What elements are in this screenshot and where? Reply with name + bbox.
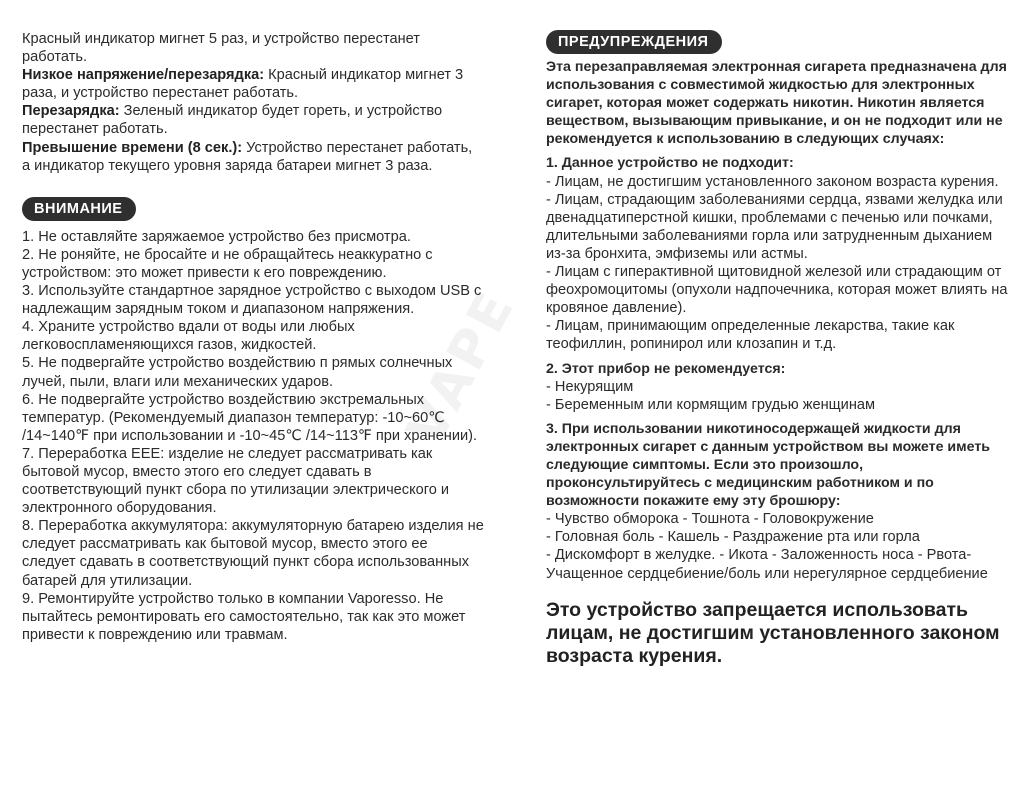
list-item: - Некурящим — [546, 378, 634, 395]
list-item: - Лицам с гиперактивной щитовидной железой или страдающим от феохромоцитомы (опухоли надпочечника, которая может влиять на кровяное давление). — [546, 264, 1008, 317]
section-title: 3. При использовании никотиносодержащей жидкости для электронных сигарет с данным устройством вы можете иметь следующие симптомы. Если это произошло, проконсультируйтесь с медицинским работником и по возможности покажите ему эту брошюру: — [546, 420, 990, 510]
section-title: 2. Этот прибор не рекомендуется: — [546, 360, 786, 377]
warning-section — [546, 360, 1008, 414]
list-item: - Дискомфорт в желудке. - Икота - Заложенность носа - Рвота- Учащенное сердцебиение/боль или нерегулярное сердцебиение — [546, 547, 988, 582]
list-item: 6. Не подвергайте устройство воздействию экстремальных температур. (Рекомендуемый диапазон температур: -10~60℃ /14~140℉ при использовании и -10~45℃ /14~113℉ при хранении). — [22, 391, 478, 444]
list-item: - Головная боль - Кашель - Раздражение рта или горла — [546, 529, 920, 546]
warning-section — [546, 420, 1008, 583]
list-item: 8. Переработка аккумулятора: аккумуляторную батарею изделия не следует рассматривать как бытовой мусор, вместо этого ее следует сдавать в соответствующий пункт сбора использованных батарей для утилизации. — [22, 518, 484, 589]
indicator-notes — [22, 30, 484, 175]
list-item: 9. Ремонтируйте устройство только в компании Vaporesso. Не пытайтесь ремонтировать его самостоятельно, так как это может привести к повреждению или травмам. — [22, 590, 466, 643]
list-item: 5. Не подвергайте устройство воздействию п рямых солнечных лучей, пыли, влаги или механических ударов. — [22, 355, 453, 390]
list-item: - Лицам, страдающим заболеваниями сердца, язвами желудка или двенадцатиперстной кишки, проблемами с печенью или почками, длительными заболеваниями горла или затрудненным дыханием из-за бронхита, эмфиземы или астмы. — [546, 191, 1003, 262]
list-item: 3. Используйте стандартное зарядное устройство с выходом USB с надлежащим зарядным током и диапазоном напряжения. — [22, 283, 482, 318]
warnings-intro: Эта перезаправляемая электронная сигарета предназначена для использования с совместимой жидкостью для электронных сигарет, которая может содержать никотин. Никотин является веществом, вызывающим привыкание, и он не подходит или не рекомендуется к использованию в следующих случаях: — [546, 59, 1007, 148]
list-item: 4. Храните устройство вдали от воды или любых легковоспламеняющихся газов, жидкостей. — [22, 319, 355, 354]
left-column — [22, 30, 484, 644]
section-title: 1. Данное устройство не подходит: — [546, 155, 794, 172]
indicator-note: Превышение времени (8 сек.): Устройство перестанет работать, а индикатор текущего уровня заряда батареи мигнет 3 раза. — [22, 139, 473, 174]
warning-section — [546, 154, 1008, 353]
watermark: VAPE — [395, 279, 528, 455]
right-column — [546, 30, 1008, 668]
list-item: - Лицам, принимающим определенные лекарства, такие как теофиллин, ропинирол или клозапин и т.д. — [546, 318, 955, 353]
list-item: - Беременным или кормящим грудью женщинам — [546, 396, 876, 413]
warnings-heading: ПРЕДУПРЕЖДЕНИЯ — [546, 30, 722, 54]
age-restriction-notice: Это устройство запрещается использовать лицам, не достигшим установленного законом возраста курения. — [546, 598, 1000, 667]
list-item: - Лицам, не достигшим установленного законом возраста курения. — [546, 173, 999, 190]
list-item: 2. Не роняйте, не бросайте и не обращайтесь неаккуратно с устройством: это может привести к его повреждению. — [22, 246, 433, 281]
indicator-note: Красный индикатор мигнет 5 раз, и устройство перестанет работать. — [22, 31, 420, 66]
indicator-note: Перезарядка: Зеленый индикатор будет гореть, и устройство перестанет работать. — [22, 103, 443, 138]
list-item: 7. Переработка EEE: изделие не следует рассматривать как бытовой мусор, вместо этого его следует сдавать в соответствующий пункт сбора по утилизации электрического и электронного оборудования. — [22, 445, 450, 517]
indicator-note: Низкое напряжение/перезарядка: Красный индикатор мигнет 3 раза, и устройство перестанет работать. — [22, 67, 464, 102]
attention-list — [22, 228, 484, 644]
list-item: - Чувство обморока - Тошнота - Головокружение — [546, 511, 874, 528]
attention-heading: ВНИМАНИЕ — [22, 197, 136, 221]
list-item: 1. Не оставляйте заряжаемое устройство без присмотра. — [22, 228, 411, 245]
